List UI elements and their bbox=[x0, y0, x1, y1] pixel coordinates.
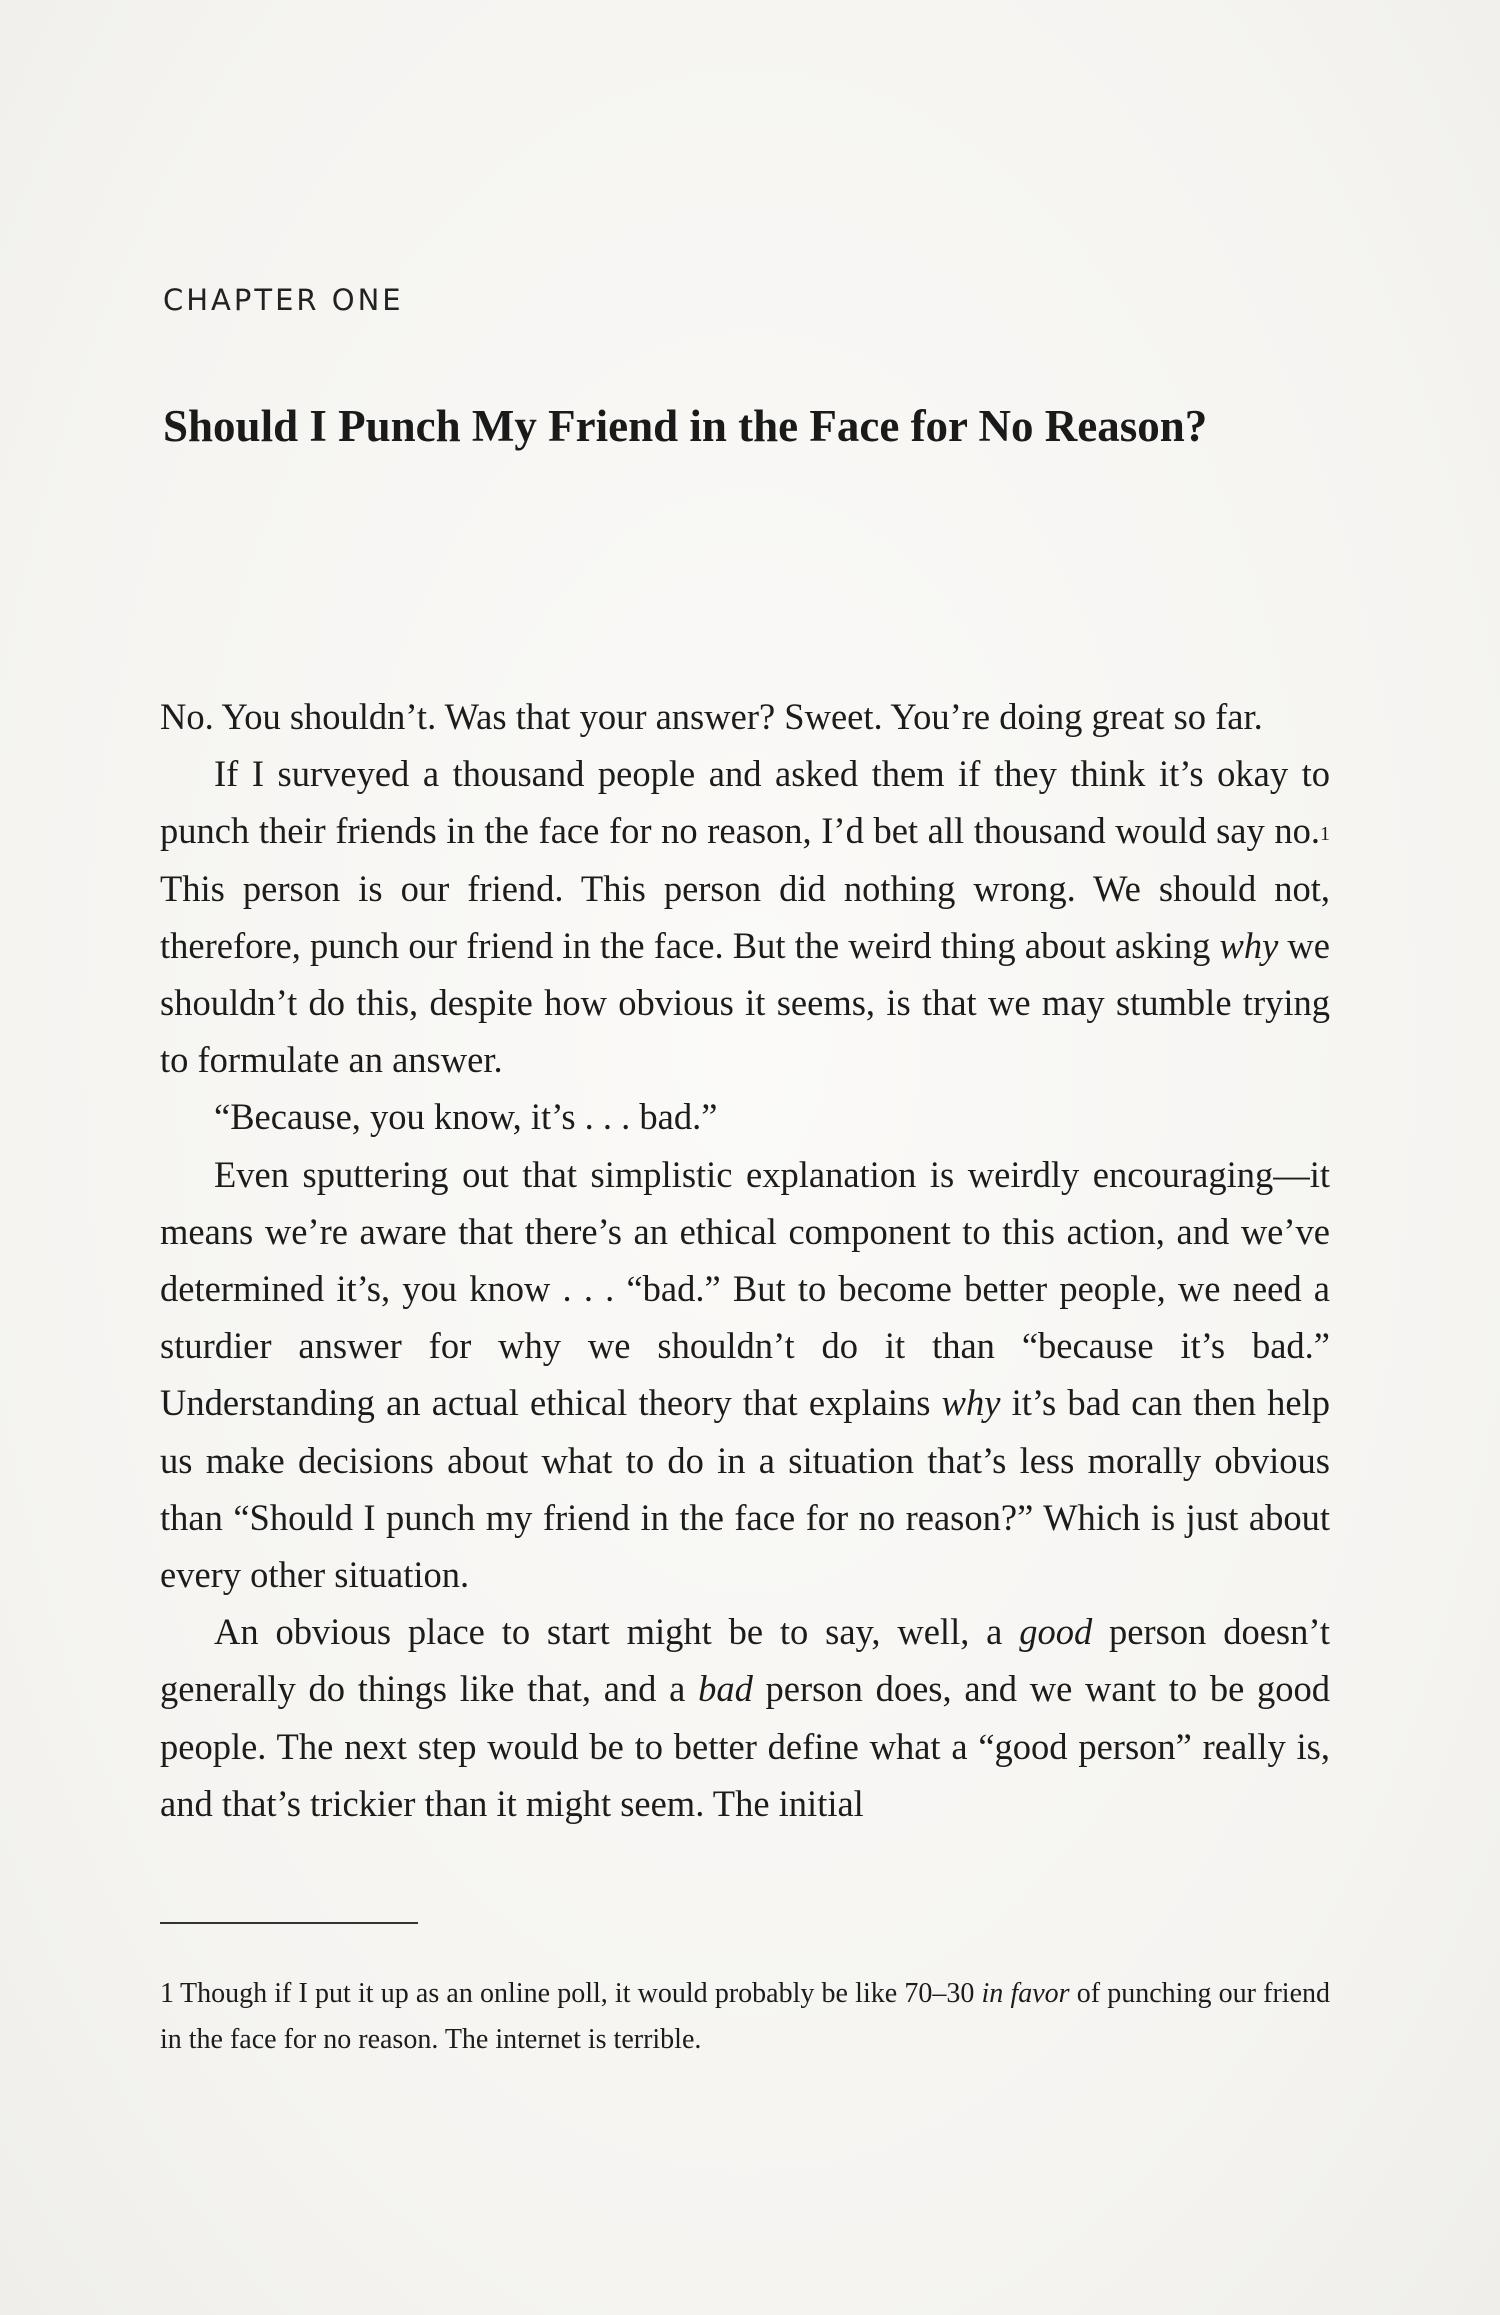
paragraph-2-text-c: we shouldn’t do this, despite how obvious it seems, is that we may stumble trying to formulate an answer. bbox=[160, 924, 1330, 1081]
paragraph-2-text-a: If I surveyed a thousand people and asked them if they think it’s okay to punch their friends in the face for no reason, I’d bet all thousand would say no. bbox=[160, 753, 1330, 852]
paragraph-5-text-b: person doesn’t generally do things like that, and a bbox=[160, 1611, 1330, 1710]
footnote bbox=[160, 1971, 1330, 2063]
paragraph-5-text-a: An obvious place to start might be to say, well, a bbox=[214, 1611, 1020, 1653]
paragraph-5-text-c: person does, and we want to be good people. The next step would be to better define what a “good person” really is, and that’s trickier than it might seem. The initial bbox=[160, 1668, 1330, 1824]
paragraph-4-text-b: it’s bad can then help us make decisions about what to do in a situation that’s less morally obvious than “Should I punch my friend in the face for no reason?” Which is just about every other situation. bbox=[160, 1382, 1330, 1596]
chapter-title: Should I Punch My Friend in the Face for No Reason? bbox=[163, 401, 1208, 451]
paragraph-3: “Because, you know, it’s . . . bad.” bbox=[214, 1096, 718, 1138]
footnote-text-b: of punching our friend in the face for no reason. The internet is terrible. bbox=[160, 1978, 1330, 2055]
chapter-label: CHAPTER ONE bbox=[163, 283, 404, 317]
paragraph-5-emphasis-bad: bad bbox=[698, 1668, 753, 1710]
body-text bbox=[160, 688, 1330, 1832]
paragraph-5-emphasis-good: good bbox=[1019, 1611, 1093, 1653]
footnote-number: 1 bbox=[160, 1978, 174, 2009]
footnote-divider bbox=[160, 1922, 418, 1924]
paragraph-2 bbox=[160, 745, 1330, 1088]
paragraph-4-emphasis: why bbox=[941, 1382, 1001, 1424]
footnote-emphasis: in favor bbox=[981, 1978, 1070, 2009]
paragraph-4-text-a: Even sputtering out that simplistic explanation is weirdly encouraging—it means we’re aware that there’s an ethical component to this action, and we’ve determined it’s, you know . . . “bad.” But to become better people, we need a sturdier answer for why we shouldn’t do it than “because it’s bad.” Understanding an actual ethical theory that explains bbox=[160, 1153, 1330, 1424]
paragraph-5 bbox=[160, 1603, 1330, 1832]
footnote-text-a: Though if I put it up as an online poll, it would probably be like 70–30 bbox=[180, 1978, 982, 2009]
paragraph-4 bbox=[160, 1146, 1330, 1604]
paragraph-1: No. You shouldn’t. Was that your answer? Sweet. You’re doing great so far. bbox=[160, 696, 1263, 737]
paragraph-2-emphasis: why bbox=[1219, 924, 1279, 966]
paragraph-2-text-b: This person is our friend. This person did nothing wrong. We should not, therefore, punch our friend in the face. But the weird thing about asking bbox=[160, 867, 1330, 966]
footnote-reference: 1 bbox=[1320, 823, 1330, 846]
